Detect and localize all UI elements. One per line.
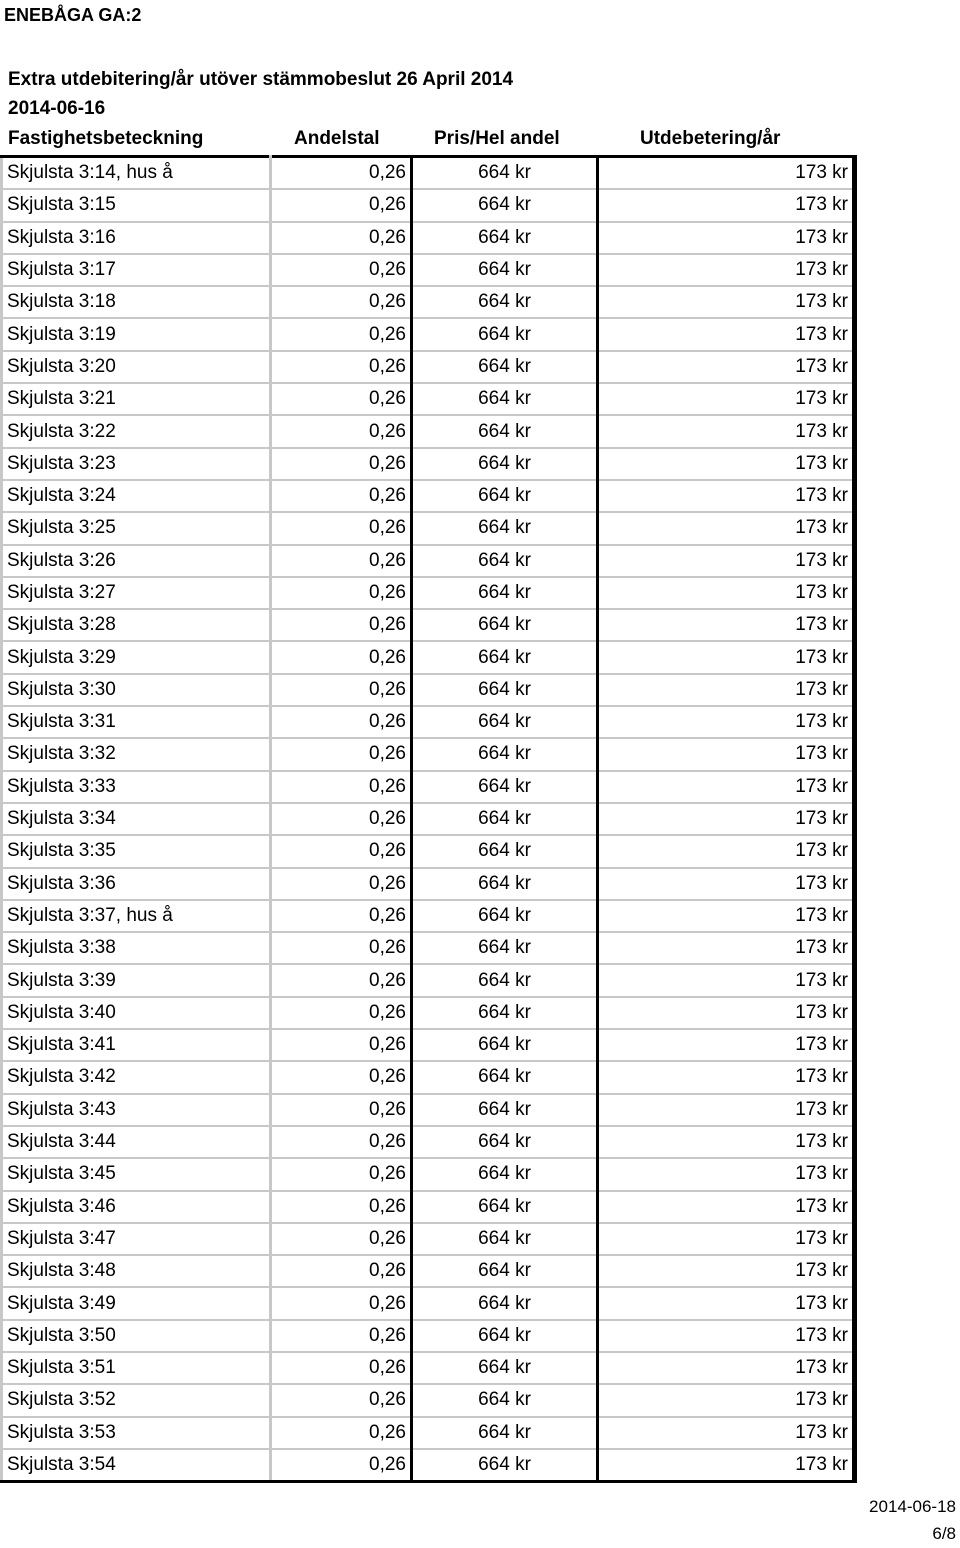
table-row [2, 222, 855, 254]
charge-table [0, 155, 848, 1483]
property-cell: Skjulsta 3:31 [2, 706, 271, 738]
price-cell: 664 kr [412, 1029, 598, 1061]
share-cell: 0,26 [271, 351, 412, 383]
charge-cell: 173 kr [598, 318, 855, 350]
share-cell: 0,26 [271, 738, 412, 770]
table-row [2, 480, 855, 512]
price-cell: 664 kr [412, 415, 598, 447]
document-top-title: ENEBÅGA GA:2 [4, 5, 142, 25]
share-cell: 0,26 [271, 900, 412, 932]
share-cell: 0,26 [271, 1352, 412, 1384]
document-heading: Extra utdebitering/år utöver stämmobeslut 26 April 2014 [8, 69, 514, 90]
price-cell: 664 kr [412, 480, 598, 512]
property-cell: Skjulsta 3:37, hus å [2, 900, 271, 932]
charge-cell: 173 kr [598, 254, 855, 286]
share-cell: 0,26 [271, 545, 412, 577]
share-cell: 0,26 [271, 1126, 412, 1158]
share-cell: 0,26 [271, 868, 412, 900]
property-cell: Skjulsta 3:29 [2, 641, 271, 673]
document-date: 2014-06-16 [8, 98, 106, 119]
share-cell: 0,26 [271, 415, 412, 447]
table-row [2, 1029, 855, 1061]
charge-cell: 173 kr [598, 383, 855, 415]
charge-cell: 173 kr [598, 1352, 855, 1384]
charge-cell: 173 kr [598, 932, 855, 964]
price-cell: 664 kr [412, 157, 598, 190]
price-cell: 664 kr [412, 189, 598, 221]
price-cell: 664 kr [412, 351, 598, 383]
charge-cell: 173 kr [598, 900, 855, 932]
share-cell: 0,26 [271, 254, 412, 286]
share-cell: 0,26 [271, 157, 412, 190]
property-cell: Skjulsta 3:27 [2, 577, 271, 609]
price-cell: 664 kr [412, 932, 598, 964]
charge-cell: 173 kr [598, 738, 855, 770]
table-row [2, 1449, 855, 1482]
charge-cell: 173 kr [598, 1320, 855, 1352]
table-row [2, 286, 855, 318]
price-cell: 664 kr [412, 383, 598, 415]
property-cell: Skjulsta 3:48 [2, 1255, 271, 1287]
price-cell: 664 kr [412, 803, 598, 835]
charge-cell: 173 kr [598, 1287, 855, 1319]
price-cell: 664 kr [412, 448, 598, 480]
charge-cell: 173 kr [598, 1094, 855, 1126]
table-row [2, 674, 855, 706]
price-cell: 664 kr [412, 1061, 598, 1093]
property-cell: Skjulsta 3:52 [2, 1384, 271, 1416]
property-cell: Skjulsta 3:22 [2, 415, 271, 447]
property-cell: Skjulsta 3:45 [2, 1158, 271, 1190]
share-cell: 0,26 [271, 964, 412, 996]
price-cell: 664 kr [412, 868, 598, 900]
charge-cell: 173 kr [598, 1449, 855, 1482]
charge-cell: 173 kr [598, 706, 855, 738]
price-cell: 664 kr [412, 222, 598, 254]
price-cell: 664 kr [412, 1320, 598, 1352]
charge-cell: 173 kr [598, 997, 855, 1029]
table-row [2, 1061, 855, 1093]
property-cell: Skjulsta 3:47 [2, 1223, 271, 1255]
charge-cell: 173 kr [598, 1061, 855, 1093]
column-header-charge: Utdebetering/år [640, 128, 781, 149]
share-cell: 0,26 [271, 1223, 412, 1255]
charge-cell: 173 kr [598, 1384, 855, 1416]
share-cell: 0,26 [271, 1191, 412, 1223]
price-cell: 664 kr [412, 577, 598, 609]
share-cell: 0,26 [271, 1255, 412, 1287]
share-cell: 0,26 [271, 1417, 412, 1449]
table-row [2, 1158, 855, 1190]
charge-cell: 173 kr [598, 674, 855, 706]
property-cell: Skjulsta 3:33 [2, 771, 271, 803]
charge-cell: 173 kr [598, 964, 855, 996]
price-cell: 664 kr [412, 641, 598, 673]
property-cell: Skjulsta 3:16 [2, 222, 271, 254]
property-cell: Skjulsta 3:14, hus å [2, 157, 271, 190]
property-cell: Skjulsta 3:21 [2, 383, 271, 415]
table-row [2, 1320, 855, 1352]
column-header-property: Fastighetsbeteckning [8, 128, 204, 149]
table-row [2, 609, 855, 641]
property-cell: Skjulsta 3:39 [2, 964, 271, 996]
price-cell: 664 kr [412, 674, 598, 706]
table-row [2, 512, 855, 544]
share-cell: 0,26 [271, 512, 412, 544]
price-cell: 664 kr [412, 1158, 598, 1190]
table-row [2, 900, 855, 932]
table-row [2, 415, 855, 447]
property-cell: Skjulsta 3:49 [2, 1287, 271, 1319]
share-cell: 0,26 [271, 1061, 412, 1093]
charge-cell: 173 kr [598, 189, 855, 221]
price-cell: 664 kr [412, 1287, 598, 1319]
charge-cell: 173 kr [598, 771, 855, 803]
charge-table-body [2, 157, 855, 1482]
price-cell: 664 kr [412, 609, 598, 641]
table-row [2, 964, 855, 996]
table-row [2, 1417, 855, 1449]
charge-cell: 173 kr [598, 1158, 855, 1190]
table-row [2, 803, 855, 835]
table-row [2, 448, 855, 480]
property-cell: Skjulsta 3:43 [2, 1094, 271, 1126]
charge-cell: 173 kr [598, 415, 855, 447]
charge-cell: 173 kr [598, 609, 855, 641]
price-cell: 664 kr [412, 1417, 598, 1449]
table-row [2, 1255, 855, 1287]
share-cell: 0,26 [271, 1094, 412, 1126]
price-cell: 664 kr [412, 771, 598, 803]
charge-cell: 173 kr [598, 1417, 855, 1449]
charge-cell: 173 kr [598, 222, 855, 254]
price-cell: 664 kr [412, 1094, 598, 1126]
share-cell: 0,26 [271, 803, 412, 835]
charge-cell: 173 kr [598, 512, 855, 544]
share-cell: 0,26 [271, 383, 412, 415]
table-row [2, 351, 855, 383]
share-cell: 0,26 [271, 706, 412, 738]
share-cell: 0,26 [271, 674, 412, 706]
property-cell: Skjulsta 3:28 [2, 609, 271, 641]
property-cell: Skjulsta 3:40 [2, 997, 271, 1029]
property-cell: Skjulsta 3:25 [2, 512, 271, 544]
share-cell: 0,26 [271, 835, 412, 867]
price-cell: 664 kr [412, 706, 598, 738]
page-number: 6/8 [932, 1524, 956, 1543]
property-cell: Skjulsta 3:36 [2, 868, 271, 900]
charge-cell: 173 kr [598, 286, 855, 318]
share-cell: 0,26 [271, 480, 412, 512]
share-cell: 0,26 [271, 1158, 412, 1190]
share-cell: 0,26 [271, 997, 412, 1029]
price-cell: 664 kr [412, 997, 598, 1029]
table-row [2, 157, 855, 190]
charge-cell: 173 kr [598, 351, 855, 383]
table-row [2, 577, 855, 609]
price-cell: 664 kr [412, 286, 598, 318]
share-cell: 0,26 [271, 318, 412, 350]
price-cell: 664 kr [412, 1449, 598, 1482]
charge-cell: 173 kr [598, 480, 855, 512]
charge-cell: 173 kr [598, 1255, 855, 1287]
footer-date: 2014-06-18 [869, 1497, 956, 1516]
property-cell: Skjulsta 3:26 [2, 545, 271, 577]
table-row [2, 318, 855, 350]
table-row [2, 1223, 855, 1255]
share-cell: 0,26 [271, 286, 412, 318]
table-row [2, 771, 855, 803]
table-row [2, 997, 855, 1029]
property-cell: Skjulsta 3:54 [2, 1449, 271, 1482]
property-cell: Skjulsta 3:30 [2, 674, 271, 706]
table-row [2, 932, 855, 964]
property-cell: Skjulsta 3:53 [2, 1417, 271, 1449]
price-cell: 664 kr [412, 1191, 598, 1223]
charge-cell: 173 kr [598, 868, 855, 900]
property-cell: Skjulsta 3:20 [2, 351, 271, 383]
property-cell: Skjulsta 3:32 [2, 738, 271, 770]
table-row [2, 1126, 855, 1158]
charge-cell: 173 kr [598, 835, 855, 867]
property-cell: Skjulsta 3:23 [2, 448, 271, 480]
property-cell: Skjulsta 3:46 [2, 1191, 271, 1223]
table-row [2, 1384, 855, 1416]
price-cell: 664 kr [412, 1384, 598, 1416]
table-row [2, 383, 855, 415]
price-cell: 664 kr [412, 738, 598, 770]
charge-cell: 173 kr [598, 803, 855, 835]
charge-cell: 173 kr [598, 1126, 855, 1158]
price-cell: 664 kr [412, 1352, 598, 1384]
property-cell: Skjulsta 3:35 [2, 835, 271, 867]
charge-cell: 173 kr [598, 1029, 855, 1061]
price-cell: 664 kr [412, 318, 598, 350]
charge-cell: 173 kr [598, 577, 855, 609]
property-cell: Skjulsta 3:15 [2, 189, 271, 221]
share-cell: 0,26 [271, 1449, 412, 1482]
charge-cell: 173 kr [598, 1223, 855, 1255]
price-cell: 664 kr [412, 254, 598, 286]
table-row [2, 738, 855, 770]
price-cell: 664 kr [412, 512, 598, 544]
property-cell: Skjulsta 3:34 [2, 803, 271, 835]
share-cell: 0,26 [271, 1384, 412, 1416]
share-cell: 0,26 [271, 1320, 412, 1352]
charge-cell: 173 kr [598, 641, 855, 673]
table-row [2, 868, 855, 900]
price-cell: 664 kr [412, 900, 598, 932]
share-cell: 0,26 [271, 577, 412, 609]
property-cell: Skjulsta 3:24 [2, 480, 271, 512]
column-header-price: Pris/Hel andel [434, 128, 560, 149]
property-cell: Skjulsta 3:42 [2, 1061, 271, 1093]
property-cell: Skjulsta 3:44 [2, 1126, 271, 1158]
table-row [2, 254, 855, 286]
property-cell: Skjulsta 3:38 [2, 932, 271, 964]
property-cell: Skjulsta 3:51 [2, 1352, 271, 1384]
share-cell: 0,26 [271, 448, 412, 480]
charge-cell: 173 kr [598, 448, 855, 480]
property-cell: Skjulsta 3:41 [2, 1029, 271, 1061]
share-cell: 0,26 [271, 609, 412, 641]
price-cell: 664 kr [412, 1126, 598, 1158]
table-row [2, 189, 855, 221]
table-row [2, 1287, 855, 1319]
share-cell: 0,26 [271, 641, 412, 673]
price-cell: 664 kr [412, 964, 598, 996]
price-cell: 664 kr [412, 1255, 598, 1287]
share-cell: 0,26 [271, 1029, 412, 1061]
share-cell: 0,26 [271, 1287, 412, 1319]
charge-cell: 173 kr [598, 1191, 855, 1223]
share-cell: 0,26 [271, 771, 412, 803]
price-cell: 664 kr [412, 1223, 598, 1255]
property-cell: Skjulsta 3:19 [2, 318, 271, 350]
charge-cell: 173 kr [598, 157, 855, 190]
price-cell: 664 kr [412, 835, 598, 867]
table-row [2, 1191, 855, 1223]
charge-cell: 173 kr [598, 545, 855, 577]
property-cell: Skjulsta 3:18 [2, 286, 271, 318]
table-row [2, 641, 855, 673]
table-row [2, 706, 855, 738]
property-cell: Skjulsta 3:50 [2, 1320, 271, 1352]
price-cell: 664 kr [412, 545, 598, 577]
column-header-share: Andelstal [294, 128, 380, 149]
table-row [2, 1352, 855, 1384]
table-row [2, 545, 855, 577]
share-cell: 0,26 [271, 222, 412, 254]
table-row [2, 1094, 855, 1126]
property-cell: Skjulsta 3:17 [2, 254, 271, 286]
share-cell: 0,26 [271, 189, 412, 221]
share-cell: 0,26 [271, 932, 412, 964]
table-row [2, 835, 855, 867]
